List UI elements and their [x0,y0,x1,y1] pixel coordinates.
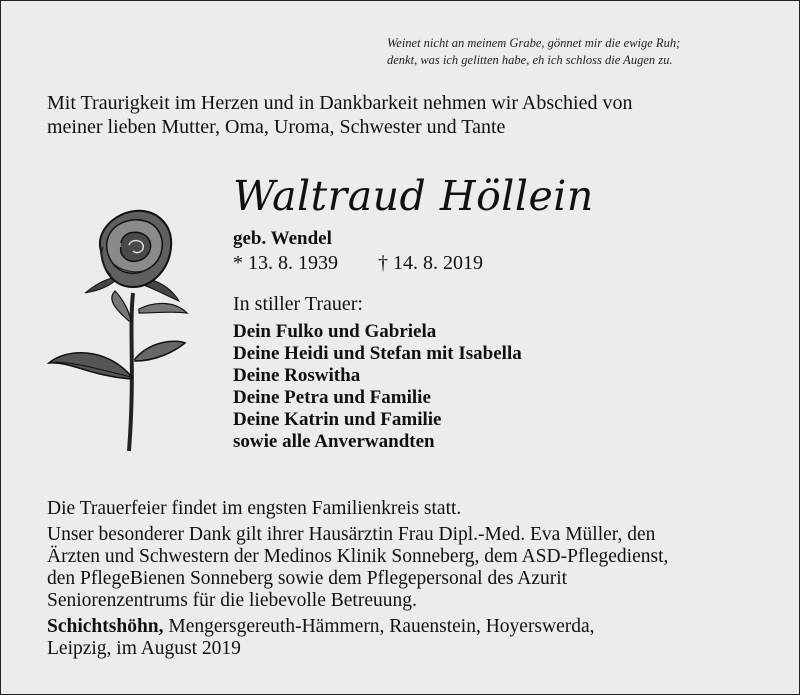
thanks-line: Ärzten und Schwestern der Medinos Klinik Sonneberg, dem ASD-Pflegedienst, [47,546,669,567]
mourner-item: Deine Petra und Familie [233,387,431,408]
mourner-item: Dein Fulko und Gabriela [233,321,437,342]
intro-text [47,91,747,139]
place-line-2: Leipzig, im August 2019 [47,638,241,659]
death-date: † 14. 8. 2019 [378,252,483,274]
footer-text [47,498,767,660]
mourner-item: sowie alle Anverwandten [233,431,435,452]
thanks-line: Unser besonderer Dank gilt ihrer Hausärztin Frau Dipl.-Med. Eva Müller, den [47,524,656,545]
thanks-line: Seniorenzentrums für die liebevolle Betreuung. [47,590,417,611]
birth-date: * 13. 8. 1939 [233,252,338,274]
epigraph-quote [387,35,767,69]
place-line-1 [47,616,767,638]
life-dates [233,252,483,275]
rose-icon [45,201,205,453]
mourner-item: Deine Heidi und Stefan mit Isabella [233,343,522,364]
place-date [47,616,767,660]
ceremony-note: Die Trauerfeier findet im engsten Familienkreis statt. [47,498,462,519]
intro-line-1: Mit Traurigkeit im Herzen und in Dankbarkeit nehmen wir Abschied von [47,92,633,114]
mourning-heading: In stiller Trauer: [233,293,363,315]
place-rest: Mengersgereuth-Hämmern, Rauenstein, Hoyerswerda, [163,616,595,637]
intro-line-2: meiner lieben Mutter, Oma, Uroma, Schwester und Tante [47,116,506,138]
thanks-paragraph [47,524,767,612]
mourners-list [233,321,522,453]
deceased-name: Waltraud Höllein [233,172,594,220]
place-bold: Schichtshöhn, [47,616,164,637]
epigraph-line-2: denkt, was ich gelitten habe, eh ich schloss die Augen zu. [387,53,673,67]
epigraph-line-1: Weinet nicht an meinem Grabe, gönnet mir die ewige Ruh; [387,36,681,50]
thanks-line: den PflegeBienen Sonneberg sowie dem Pflegepersonal des Azurit [47,568,568,589]
maiden-name: geb. Wendel [233,228,332,249]
mourner-item: Deine Roswitha [233,365,361,386]
mourner-item: Deine Katrin und Familie [233,409,442,430]
